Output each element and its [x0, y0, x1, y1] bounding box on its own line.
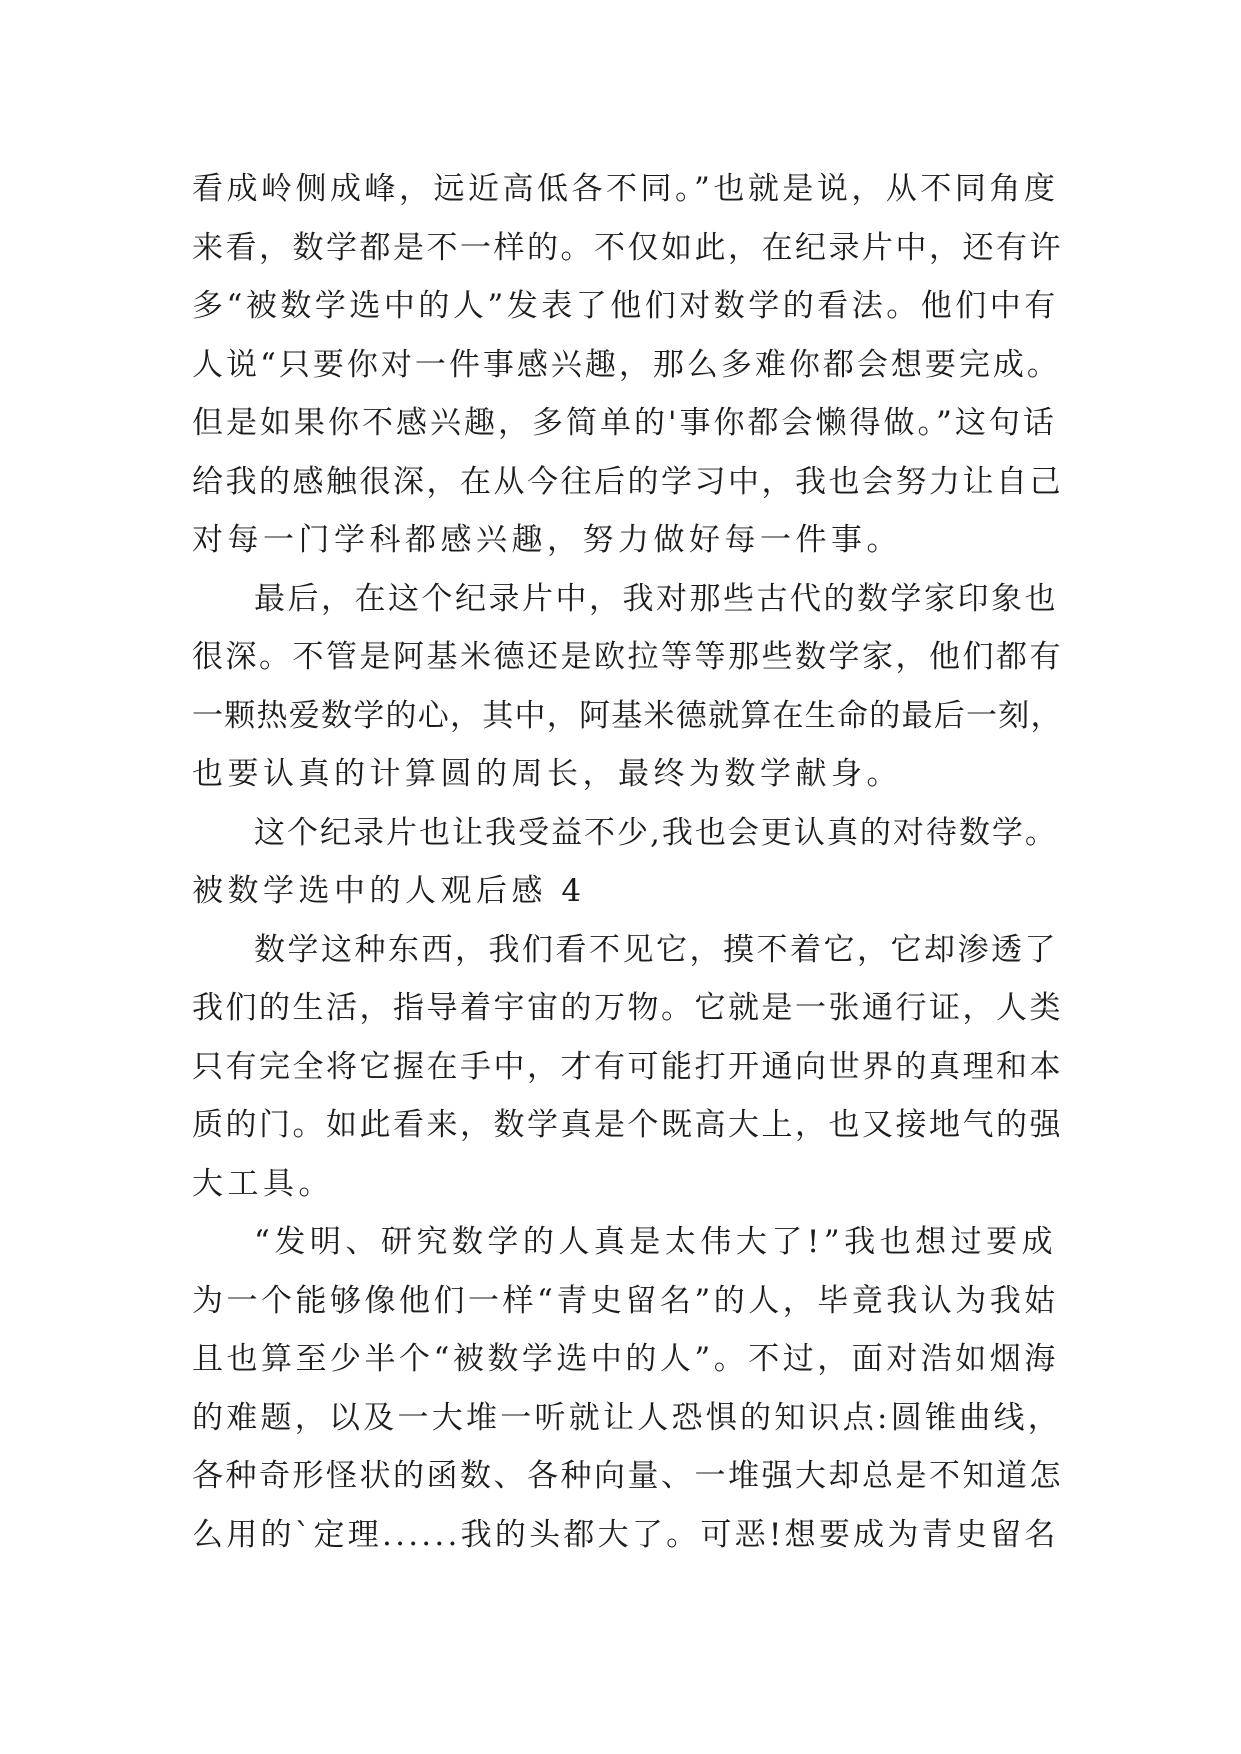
text-line: 来看，数学都是不一样的。不仅如此，在纪录片中，还有许	[192, 229, 1063, 266]
text-line: 人说“只要你对一件事感兴趣，那么多难你都会想要完成。	[192, 346, 1061, 383]
text-line: 也要认真的计算圆的周长，最终为数学献身。	[192, 756, 902, 792]
text-line: 但是如果你不感兴趣，多简单的'事你都会懒得做。”这句话	[192, 405, 1057, 441]
paragraph-start-line: 最后，在这个纪录片中，我对那些古代的数学家印象也	[254, 580, 1058, 617]
text-line: 质的门。如此看来，数学真是个既高大上，也又接地气的强	[192, 1107, 1063, 1143]
text-line: 且也算至少半个“被数学选中的人”。不过，面对浩如烟海	[192, 1341, 1059, 1377]
text-line: 一颗热爱数学的心，其中，阿基米德就算在生命的最后一刻，	[192, 697, 1063, 734]
paragraph-start-line: 这个纪录片也让我受益不少,我也会更认真的对待数学。	[254, 814, 1058, 851]
text-line: 对每一门学科都感兴趣，努力做好每一件事。	[192, 522, 902, 558]
text-line: 为一个能够像他们一样“青史留名”的人，毕竟我认为我姑	[192, 1282, 1059, 1319]
section-heading: 被数学选中的人观后感 4	[192, 873, 586, 909]
text-line: 很深。不管是阿基米德还是欧拉等等那些数学家，他们都有	[192, 639, 1063, 675]
text-line: 大工具。	[192, 1165, 334, 1202]
text-line: 多“被数学选中的人”发表了他们对数学的看法。他们中有	[192, 288, 1059, 324]
text-line: 各种奇形怪状的函数、各种向量、一堆强大却总是不知道怎	[192, 1458, 1063, 1494]
text-line: 只有完全将它握在手中，才有可能打开通向世界的真理和本	[192, 1048, 1063, 1085]
text-line: 看成岭侧成峰，远近高低各不同。”也就是说，从不同角度	[192, 171, 1059, 207]
paragraph-start-line: “发明、研究数学的人真是太伟大了!”我也想过要成	[254, 1224, 1058, 1260]
text-line: 我们的生活，指导着宇宙的万物。它就是一张通行证，人类	[192, 990, 1063, 1026]
text-line: 的难题，以及一大堆一听就让人恐惧的知识点:圆锥曲线，	[192, 1399, 1062, 1436]
paragraph-start-line: 数学这种东西，我们看不见它，摸不着它，它却渗透了	[254, 931, 1058, 968]
text-line: 么用的`定理......我的头都大了。可恶!想要成为青史留名	[192, 1516, 1059, 1553]
document-body	[192, 160, 1062, 1564]
text-line: 给我的感触很深，在从今往后的学习中，我也会努力让自己	[192, 463, 1063, 500]
